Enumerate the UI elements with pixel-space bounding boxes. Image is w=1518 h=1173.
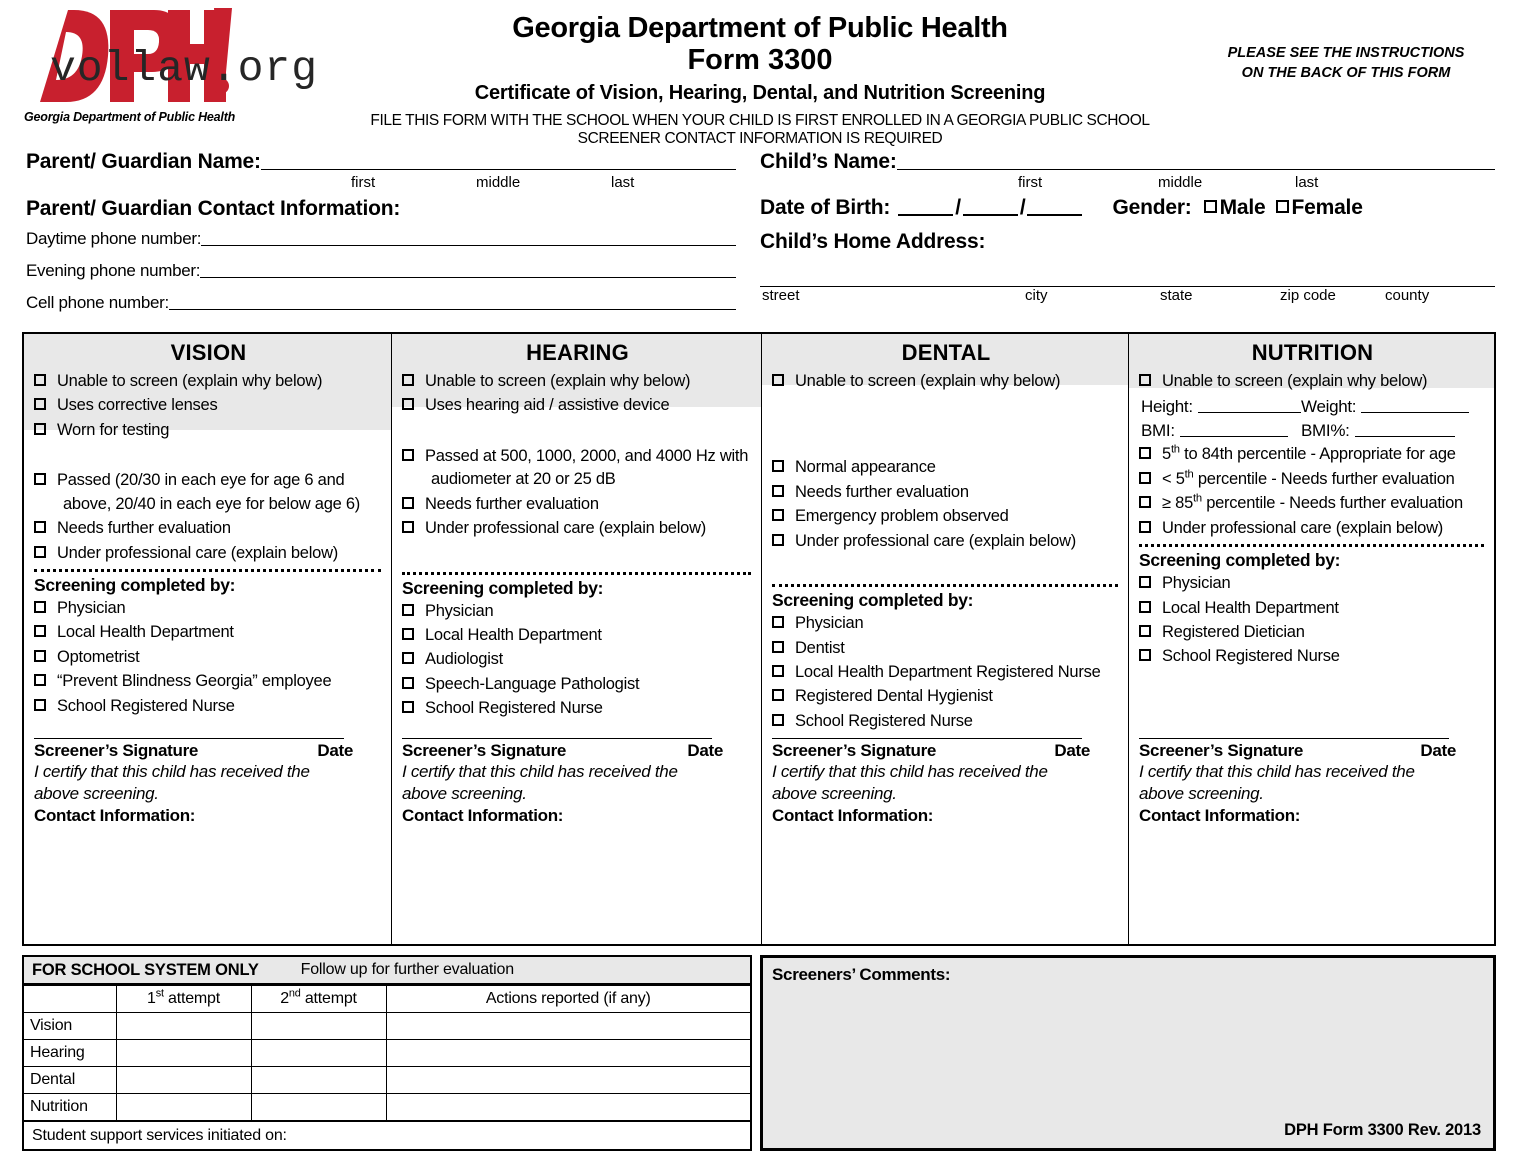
address-county-caption: county	[1385, 287, 1430, 304]
child-name-last-caption: last	[1295, 174, 1319, 191]
checkbox-icon[interactable]	[34, 374, 46, 386]
th-attempt1-pre: 1	[147, 990, 156, 1007]
evening-phone-input[interactable]	[200, 277, 736, 278]
cell-vision-actions[interactable]	[386, 1013, 750, 1040]
label-pre: < 5	[1162, 469, 1185, 488]
label: Passed at 500, 1000, 2000, and 4000 Hz with	[425, 446, 749, 465]
label: Physician	[795, 614, 864, 633]
parent-name-parts	[26, 174, 736, 194]
checkbox-icon[interactable]	[772, 460, 784, 472]
panel-dental-signature-input[interactable]	[772, 738, 1082, 739]
label: Under professional care (explain below)	[795, 531, 1076, 550]
table-row	[24, 1013, 750, 1040]
panel-dental	[762, 334, 1129, 944]
label: Local Health Department	[57, 623, 234, 642]
panel-dental-signature-label: Screener’s Signature	[772, 740, 937, 760]
address-state-caption: state	[1160, 287, 1193, 304]
parent-name-label: Parent/ Guardian Name:	[26, 150, 261, 173]
checkbox-icon[interactable]	[1204, 200, 1217, 213]
panel-vision-shaded-item-1[interactable]	[34, 394, 383, 417]
student-support-row[interactable]	[24, 1121, 750, 1149]
cell-vision-attempt1[interactable]	[116, 1013, 251, 1040]
panel-hearing-result-item-1[interactable]	[402, 493, 753, 516]
filing-note-line2: SCREENER CONTACT INFORMATION IS REQUIRED	[577, 129, 943, 147]
child-name-input[interactable]	[897, 169, 1495, 170]
school-system-subtitle: Follow up for further evaluation	[300, 961, 514, 978]
daytime-phone-input[interactable]	[201, 245, 736, 246]
screeners-comments-label: Screeners’ Comments:	[772, 965, 951, 984]
form-revision: DPH Form 3300 Rev. 2013	[1284, 1121, 1481, 1139]
panel-nutrition-shaded-item-0[interactable]	[1139, 370, 1486, 393]
panel-nutrition-percentile-1[interactable]	[1139, 468, 1486, 491]
panel-vision-contact-label: Contact Information:	[34, 806, 196, 825]
label: Passed (20/30 in each eye for age 6 and	[57, 471, 345, 490]
label-continuation: above, 20/40 in each eye for below age 6)	[63, 494, 361, 513]
gender-option-female-label: Female	[1291, 196, 1363, 219]
th-attempt2	[251, 986, 386, 1013]
panel-nutrition-certify-line2: above screening.	[1139, 783, 1264, 803]
label-post: percentile - Needs further evaluation	[1201, 494, 1463, 513]
cell-nutrition-attempt1[interactable]	[116, 1094, 251, 1121]
daytime-phone-row	[26, 229, 736, 249]
panel-hearing-completed-by-label: Screening completed by:	[402, 577, 604, 598]
page-title: Georgia Department of Public Health	[512, 12, 1008, 44]
label: Speech-Language Pathologist	[425, 674, 640, 693]
label-pre: ≥ 85	[1162, 494, 1193, 513]
weight-label: Weight:	[1301, 397, 1357, 417]
row-label-dental: Dental	[24, 1067, 116, 1094]
panel-vision-date-label: Date	[317, 740, 353, 760]
label: School Registered Nurse	[1162, 647, 1340, 666]
panel-dental-result-item-1[interactable]	[772, 481, 1120, 504]
weight-input[interactable]	[1361, 412, 1469, 413]
cell-hearing-actions[interactable]	[386, 1040, 750, 1067]
panel-nutrition-contact-input[interactable]	[1139, 826, 1484, 944]
checkbox-icon[interactable]	[34, 423, 46, 435]
row-label-hearing: Hearing	[24, 1040, 116, 1067]
cell-phone-input[interactable]	[169, 309, 736, 310]
panel-hearing-certify-line1: I certify that this child has received the	[402, 761, 678, 781]
panel-nutrition-completed-by-label: Screening completed by:	[1139, 550, 1341, 571]
label-continuation: audiometer at 20 or 25 dB	[431, 470, 616, 489]
cell-phone-row	[26, 293, 736, 313]
checkbox-icon[interactable]	[772, 485, 784, 497]
label: “Prevent Blindness Georgia” employee	[57, 672, 332, 691]
panel-hearing-contact-input[interactable]	[402, 826, 751, 944]
checkbox-icon[interactable]	[1139, 447, 1151, 459]
height-label: Height:	[1141, 397, 1193, 417]
panel-dental-signature-area	[772, 526, 1118, 944]
cell-dental-actions[interactable]	[386, 1067, 750, 1094]
dob-day-input[interactable]	[963, 214, 1018, 216]
child-name-row	[760, 150, 1495, 174]
panel-hearing-signature-input[interactable]	[402, 738, 712, 739]
evening-phone-row	[26, 261, 736, 281]
label-sup: th	[1193, 492, 1202, 505]
panel-vision	[24, 334, 392, 944]
cell-hearing-attempt1[interactable]	[116, 1040, 251, 1067]
child-name-label: Child’s Name:	[760, 150, 897, 173]
address-zip-caption: zip code	[1280, 287, 1336, 304]
checkbox-icon[interactable]	[402, 497, 414, 509]
checkbox-icon[interactable]	[1276, 200, 1289, 213]
panel-nutrition-title: NUTRITION	[1251, 340, 1374, 365]
dob-gender-row	[760, 196, 1495, 220]
label: Local Health Department	[425, 625, 602, 644]
label: School Registered Nurse	[795, 711, 973, 730]
label: Needs further evaluation	[57, 519, 231, 538]
label: School Registered Nurse	[57, 696, 235, 715]
label: Needs further evaluation	[795, 482, 969, 501]
label: Physician	[57, 598, 126, 617]
gender-option-male[interactable]	[1204, 196, 1266, 220]
label-sup: th	[1170, 443, 1180, 456]
panel-hearing-shaded-item-0[interactable]	[402, 370, 753, 393]
panel-dental-contact-input[interactable]	[772, 826, 1118, 944]
table-header-row	[24, 986, 750, 1013]
panel-hearing	[392, 334, 762, 944]
panel-hearing-title: HEARING	[526, 340, 629, 365]
identity-section	[0, 150, 1518, 318]
label-sup: th	[1184, 468, 1194, 481]
cell-vision-attempt2[interactable]	[251, 1013, 386, 1040]
cell-nutrition-actions[interactable]	[386, 1094, 750, 1121]
panel-vision-certify-line1: I certify that this child has received the	[34, 761, 310, 781]
panel-dental-contact-label: Contact Information:	[772, 806, 934, 825]
th-attempt1-post: attempt	[163, 990, 220, 1007]
label: Unable to screen (explain why below)	[795, 372, 1061, 390]
parent-name-first-caption: first	[351, 174, 376, 191]
panel-nutrition-percentile-0[interactable]	[1139, 443, 1486, 466]
nutrition-measure-row-1	[1141, 397, 1486, 417]
label: Unable to screen (explain why below)	[425, 372, 691, 390]
cell-phone-label: Cell phone number:	[26, 293, 169, 312]
label-post: to 84th percentile - Appropriate for age	[1179, 445, 1456, 464]
parent-name-row	[26, 150, 736, 174]
panel-vision-certify-line2: above screening.	[34, 783, 159, 803]
screeners-comments-box[interactable]	[760, 955, 1496, 1151]
checkbox-icon[interactable]	[402, 374, 414, 386]
address-street-caption: street	[762, 287, 800, 304]
evening-phone-label: Evening phone number:	[26, 261, 201, 280]
panel-nutrition-signature-input[interactable]	[1139, 738, 1449, 739]
panel-nutrition-percentile-2[interactable]	[1139, 492, 1486, 515]
label: Optometrist	[57, 647, 140, 666]
panel-dental-shaded-item-0[interactable]	[772, 370, 1120, 393]
panel-hearing-signature-area	[402, 526, 751, 944]
row-label-nutrition: Nutrition	[24, 1094, 116, 1121]
label: Worn for testing	[57, 420, 170, 439]
th-attempt2-post: attempt	[300, 990, 357, 1007]
gender-label: Gender:	[1112, 196, 1192, 219]
dob-month-input[interactable]	[898, 214, 953, 216]
th-attempt2-sup: nd	[288, 987, 301, 1000]
label: Registered Dental Hygienist	[795, 687, 993, 706]
panel-vision-title: VISION	[170, 340, 247, 365]
checkbox-icon[interactable]	[34, 473, 46, 485]
label-pre: 5	[1162, 445, 1171, 464]
panel-dental-date-label: Date	[1054, 740, 1090, 760]
row-label-vision: Vision	[24, 1013, 116, 1040]
child-block	[760, 150, 1495, 305]
student-support-label: Student support services initiated on:	[32, 1126, 287, 1144]
nutrition-measure-row-2	[1141, 421, 1486, 441]
label: Under professional care (explain below)	[1162, 518, 1443, 537]
parent-name-input[interactable]	[261, 169, 736, 170]
panel-hearing-result-item-0[interactable]	[402, 445, 753, 492]
screening-panels	[22, 332, 1496, 946]
dob-year-input[interactable]	[1027, 214, 1082, 216]
panel-vision-signature-area	[34, 526, 381, 944]
checkbox-icon[interactable]	[772, 509, 784, 521]
instructions-note	[1196, 44, 1496, 83]
label: Dentist	[795, 638, 845, 657]
dob-label: Date of Birth:	[760, 196, 891, 219]
label-post: percentile - Needs further evaluation	[1193, 469, 1455, 488]
th-attempt1	[116, 986, 251, 1013]
gender-option-female[interactable]	[1276, 196, 1363, 220]
label: Uses hearing aid / assistive device	[425, 396, 670, 415]
checkbox-icon[interactable]	[402, 398, 414, 410]
panel-dental-certify-line1: I certify that this child has received the	[772, 761, 1048, 781]
gender-option-male-label: Male	[1219, 196, 1266, 219]
bmi-percent-label: BMI%:	[1301, 421, 1350, 441]
cell-hearing-attempt2[interactable]	[251, 1040, 386, 1067]
panel-nutrition-date-label: Date	[1420, 740, 1456, 760]
th-blank	[24, 986, 116, 1013]
label: Emergency problem observed	[795, 507, 1009, 526]
title-block	[330, 12, 1190, 148]
parent-guardian-block	[26, 150, 736, 313]
label: Local Health Department	[1162, 598, 1339, 617]
instructions-line2: ON THE BACK OF THIS FORM	[1241, 64, 1451, 81]
label: Unable to screen (explain why below)	[1162, 372, 1428, 390]
bmi-input[interactable]	[1180, 436, 1288, 437]
school-system-header	[24, 957, 750, 985]
th-attempt2-pre: 2	[280, 990, 289, 1007]
label: Registered Dietician	[1162, 622, 1305, 641]
child-address-label: Child’s Home Address:	[760, 230, 986, 253]
checkbox-icon[interactable]	[34, 398, 46, 410]
agency-logo	[22, 6, 342, 131]
child-name-parts	[760, 174, 1495, 194]
address-parts	[760, 287, 1495, 305]
form-number: Form 3300	[687, 44, 833, 77]
panel-vision-signature-label: Screener’s Signature	[34, 740, 199, 760]
checkbox-icon[interactable]	[1139, 472, 1151, 484]
address-city-caption: city	[1025, 287, 1048, 304]
panel-nutrition	[1129, 334, 1494, 944]
bmi-label: BMI:	[1141, 421, 1175, 441]
school-system-title: FOR SCHOOL SYSTEM ONLY	[32, 960, 259, 979]
panel-vision-shaded-item-0[interactable]	[34, 370, 383, 393]
panel-nutrition-certify-line1: I certify that this child has received the	[1139, 761, 1415, 781]
panel-dental-completed-by-label: Screening completed by:	[772, 590, 974, 611]
followup-table	[24, 985, 750, 1121]
checkbox-icon[interactable]	[402, 449, 414, 461]
panel-vision-result-item-0[interactable]	[34, 469, 383, 516]
label: Local Health Department Registered Nurse	[795, 662, 1101, 681]
label: Physician	[425, 601, 494, 620]
panel-hearing-certify-line2: above screening.	[402, 783, 527, 803]
panel-hearing-shaded-item-1[interactable]	[402, 394, 753, 417]
panel-nutrition-signature-area	[1139, 526, 1484, 944]
table-row	[24, 1040, 750, 1067]
watermark-text: vollaw.org	[50, 44, 319, 93]
logo-caption: Georgia Department of Public Health	[24, 110, 236, 124]
checkbox-icon[interactable]	[772, 374, 784, 386]
panel-vision-completed-by-label: Screening completed by:	[34, 574, 236, 595]
panel-nutrition-contact-label: Contact Information:	[1139, 806, 1301, 825]
panel-vision-signature-input[interactable]	[34, 738, 344, 739]
panel-hearing-signature-label: Screener’s Signature	[402, 740, 567, 760]
panel-dental-certify-line2: above screening.	[772, 783, 897, 803]
instructions-line1: PLEASE SEE THE INSTRUCTIONS	[1227, 45, 1465, 61]
daytime-phone-label: Daytime phone number:	[26, 229, 202, 248]
label: Under professional care (explain below)	[425, 519, 706, 538]
label: School Registered Nurse	[425, 699, 603, 718]
panel-vision-contact-input[interactable]	[34, 826, 381, 944]
table-row	[24, 1094, 750, 1121]
panel-vision-shaded-item-2[interactable]	[34, 419, 383, 442]
cell-nutrition-attempt2[interactable]	[251, 1094, 386, 1121]
dob-sep-1: /	[955, 196, 961, 219]
checkbox-icon[interactable]	[1139, 374, 1151, 386]
filing-note-line1: FILE THIS FORM WITH THE SCHOOL WHEN YOUR CHILD IS FIRST ENROLLED IN A GEORGIA PUBLIC SCHOOL	[370, 111, 1150, 129]
school-system-section	[22, 955, 752, 1151]
label: Unable to screen (explain why below)	[57, 372, 323, 390]
th-attempt1-sup: st	[155, 987, 164, 1000]
parent-contact-label: Parent/ Guardian Contact Information:	[26, 197, 401, 220]
label: Normal appearance	[795, 458, 936, 477]
checkbox-icon[interactable]	[1139, 496, 1151, 508]
bmi-percent-input[interactable]	[1355, 436, 1455, 437]
panel-nutrition-signature-label: Screener’s Signature	[1139, 740, 1304, 760]
parent-name-last-caption: last	[611, 174, 635, 191]
panel-hearing-contact-label: Contact Information:	[402, 806, 564, 825]
label: Uses corrective lenses	[57, 396, 218, 415]
cell-dental-attempt2[interactable]	[251, 1067, 386, 1094]
form-subtitle: Certificate of Vision, Hearing, Dental, and Nutrition Screening	[474, 81, 1046, 104]
cell-dental-attempt1[interactable]	[116, 1067, 251, 1094]
label: Under professional care (explain below)	[57, 543, 338, 562]
table-row	[24, 1067, 750, 1094]
panel-dental-result-item-0[interactable]	[772, 456, 1120, 479]
child-name-middle-caption: middle	[1158, 174, 1203, 191]
child-name-first-caption: first	[1018, 174, 1043, 191]
height-input[interactable]	[1198, 412, 1301, 413]
th-actions: Actions reported (if any)	[386, 986, 750, 1013]
parent-name-middle-caption: middle	[476, 174, 521, 191]
form-header	[0, 0, 1518, 150]
label: Physician	[1162, 574, 1231, 593]
panel-dental-title: DENTAL	[901, 340, 991, 365]
dob-sep-2: /	[1019, 196, 1026, 219]
label: Needs further evaluation	[425, 494, 599, 513]
panel-hearing-date-label: Date	[687, 740, 723, 760]
label: Audiologist	[425, 650, 503, 669]
